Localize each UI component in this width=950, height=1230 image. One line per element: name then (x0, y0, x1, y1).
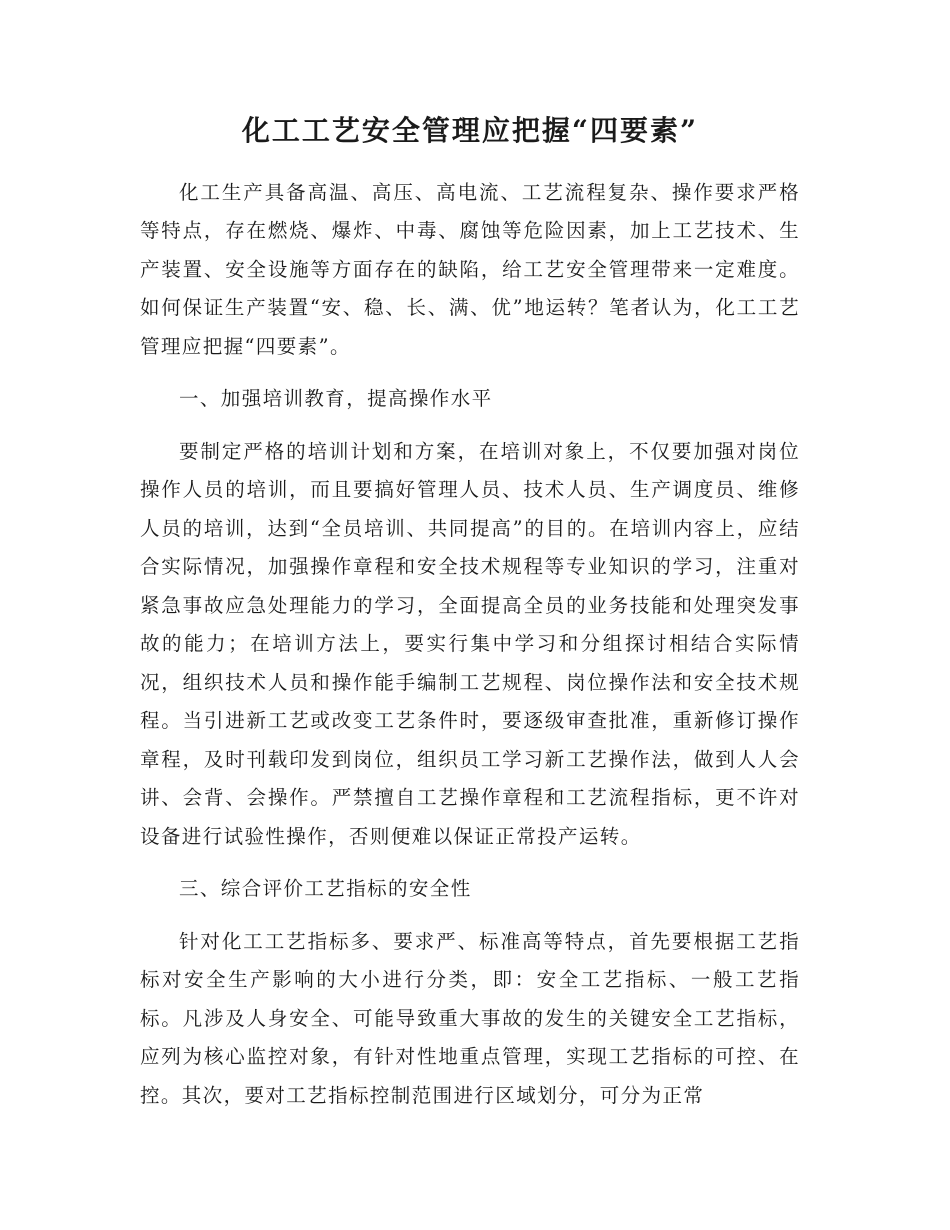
section-heading-3: 三、综合评价工艺指标的安全性 (179, 877, 472, 901)
section-body-1: 要制定严格的培训计划和方案，在培训对象上，不仅要加强对岗位操作人员的培训，而且要搞好管理人员、技术人员、生产调度员、维修人员的培训，达到“全员培训、共同提高”的目的。在培训内容上，应结合实际情况，加强操作章程和安全技术规程等专业知识的学习，注重对紧急事故应急处理能力的学习，全面提高全员的业务技能和处理突发事故的能力；在培训方法上，要实行集中学习和分组探讨相结合实际情况，组织技术人员和操作能手编制工艺规程、岗位操作法和安全技术规程。当引进新工艺或改变工艺条件时，要逐级审查批准，重新修订操作章程，及时刊载印发到岗位，组织员工学习新工艺操作法，做到人人会讲、会背、会操作。严禁擅自工艺操作章程和工艺流程指标，更不许对设备进行试验性操作，否则便难以保证正常投产运转。 (140, 439, 800, 848)
document-title: 化工工艺安全管理应把握“四要素” (241, 114, 699, 147)
intro-paragraph: 化工生产具备高温、高压、高电流、工艺流程复杂、操作要求严格等特点，存在燃烧、爆炸、中毒、腐蚀等危险因素，加上工艺技术、生产装置、安全设施等方面存在的缺陷，给工艺安全管理带来一定难度。如何保证生产装置“安、稳、长、满、优”地运转？笔者认为，化工工艺管理应把握“四要素”。 (140, 180, 800, 358)
section-heading-1: 一、加强培训教育，提高操作水平 (179, 387, 493, 411)
section-body-3: 针对化工工艺指标多、要求严、标准高等特点，首先要根据工艺指标对安全生产影响的大小进行分类，即：安全工艺指标、一般工艺指标。凡涉及人身安全、可能导致重大事故的发生的关键安全工艺指标，应列为核心监控对象，有针对性地重点管理，实现工艺指标的可控、在控。其次，要对工艺指标控制范围进行区域划分，可分为正常 (140, 929, 800, 1107)
